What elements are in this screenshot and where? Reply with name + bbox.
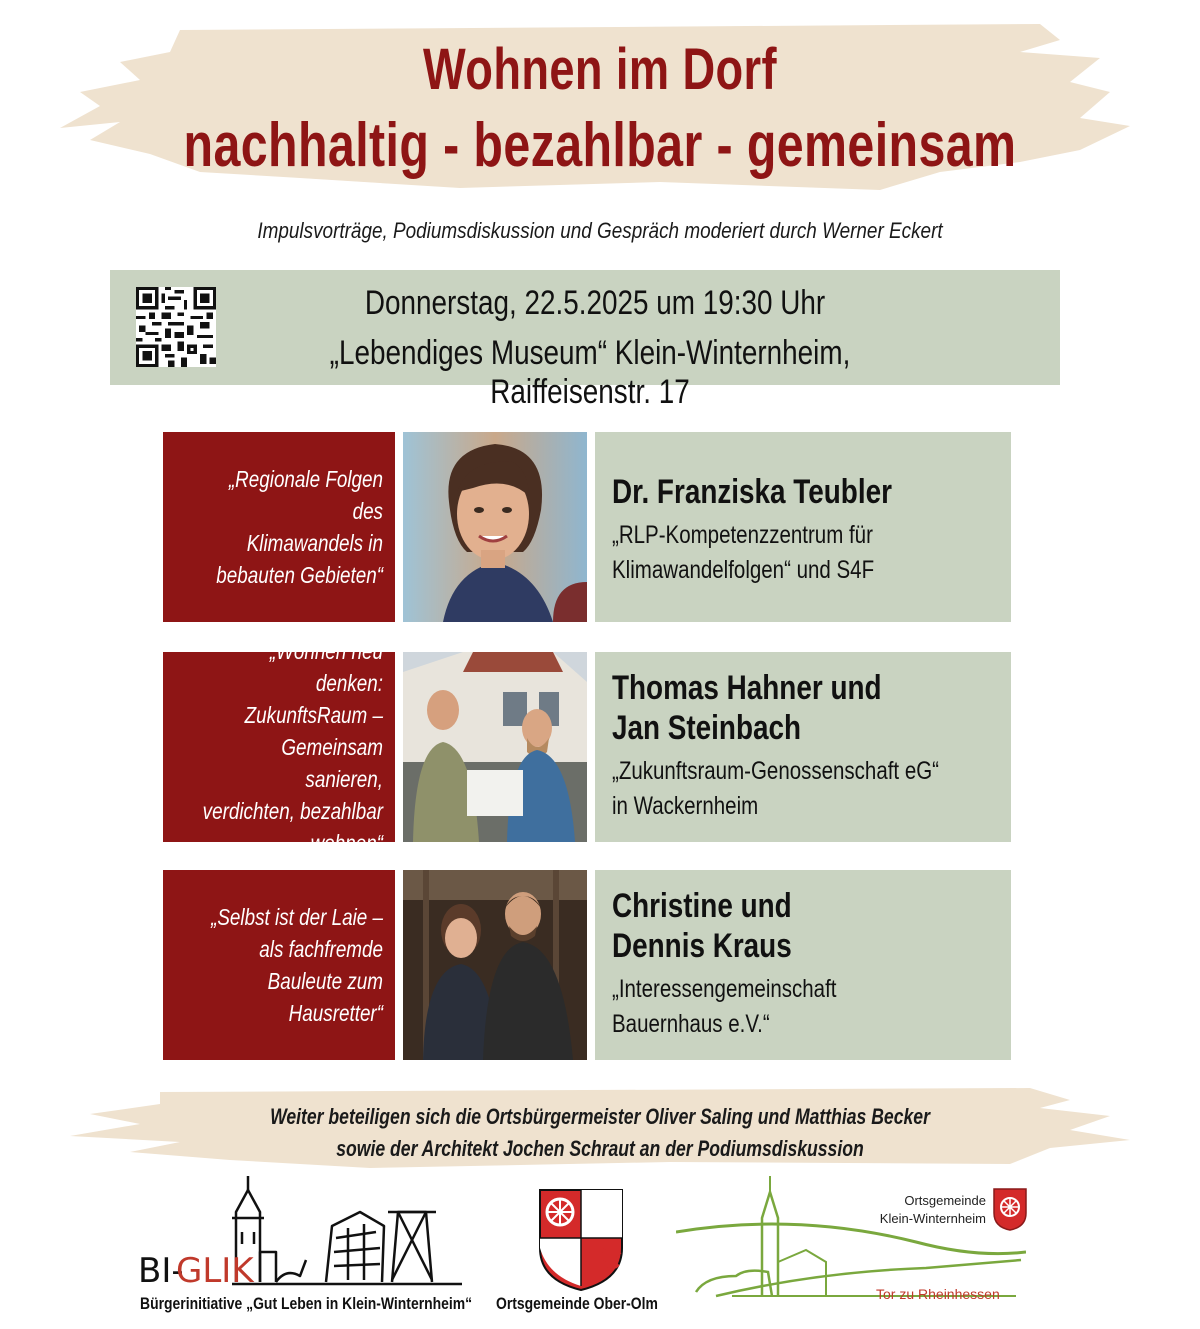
- ober-olm-crest-icon: [538, 1188, 624, 1292]
- speaker-affiliation: „RLP-Kompetenzzentrum für Klimawandelfolgen“ und S4F: [612, 521, 875, 584]
- speaker-info: [595, 870, 1011, 1060]
- biglik-caption: Bürgerinitiative „Gut Leben in Klein-Winternheim“: [140, 1294, 473, 1313]
- qr-code-icon: [136, 287, 216, 367]
- speaker-row: [163, 870, 1011, 1060]
- speaker-row: [163, 638, 1011, 856]
- klein-winternheim-tagline: Tor zu Rheinhessen: [876, 1286, 1000, 1302]
- speaker-name: Dr. Franziska Teubler: [612, 473, 892, 511]
- speaker-affiliation: „Interessengemeinschaft Bauernhaus e.V.“: [612, 975, 837, 1038]
- biglik-prefix: BI-: [138, 1251, 184, 1290]
- talk-title-box: [163, 638, 395, 856]
- participants-note: sowie der Architekt Jochen Schraut an der Podiumsdiskussion: [336, 1136, 864, 1161]
- program-description: Impulsvorträge, Podiumsdiskussion und Gespräch moderiert durch Werner Eckert: [257, 218, 943, 243]
- speaker-name: Thomas Hahner und Jan Steinbach: [612, 669, 882, 747]
- talk-title-box: [163, 432, 395, 622]
- participants-note: Weiter beteiligen sich die Ortsbürgermeister Oliver Saling und Matthias Becker: [270, 1104, 930, 1129]
- speaker-affiliation: „Zukunftsraum-Genossenschaft eG“ in Wackernheim: [612, 757, 940, 820]
- talk-title: „Wohnen neu denken: ZukunftsRaum – Gemeinsam sanieren, verdichten, bezahlbar wohnen“: [202, 638, 383, 856]
- ober-olm-caption: Ortsgemeinde Ober-Olm: [496, 1294, 658, 1313]
- talk-title-box: [163, 870, 395, 1060]
- biglik-logo: [136, 1172, 466, 1290]
- event-details-band: [110, 270, 1060, 411]
- page-title: Wohnen im Dorf: [423, 37, 777, 102]
- speaker-info: [595, 432, 1011, 622]
- speaker-photo: [403, 870, 587, 1060]
- speaker-photo: [403, 652, 587, 842]
- page-subtitle-tagline: nachhaltig - bezahlbar - gemeinsam: [183, 111, 1017, 180]
- klein-winternheim-crest-icon: [992, 1187, 1028, 1231]
- talk-title: „Selbst ist der Laie – als fachfremde Bauleute zum Hausretter“: [211, 904, 383, 1026]
- event-date-time: Donnerstag, 22.5.2025 um 19:30 Uhr: [364, 284, 826, 322]
- klein-winternheim-name: Ortsgemeinde Klein-Winternheim: [879, 1193, 986, 1226]
- speaker-name: Christine und Dennis Kraus: [612, 887, 792, 965]
- speaker-row: [163, 432, 1011, 622]
- speaker-photo: [403, 432, 587, 622]
- biglik-suffix: GLIK: [176, 1251, 254, 1290]
- talk-title: „Regionale Folgen des Klimawandels in bebauten Gebieten“: [216, 466, 383, 588]
- event-venue: „Lebendiges Museum“ Klein-Winternheim, Raiffeisenstr. 17: [329, 334, 851, 411]
- speaker-info: [595, 652, 1011, 842]
